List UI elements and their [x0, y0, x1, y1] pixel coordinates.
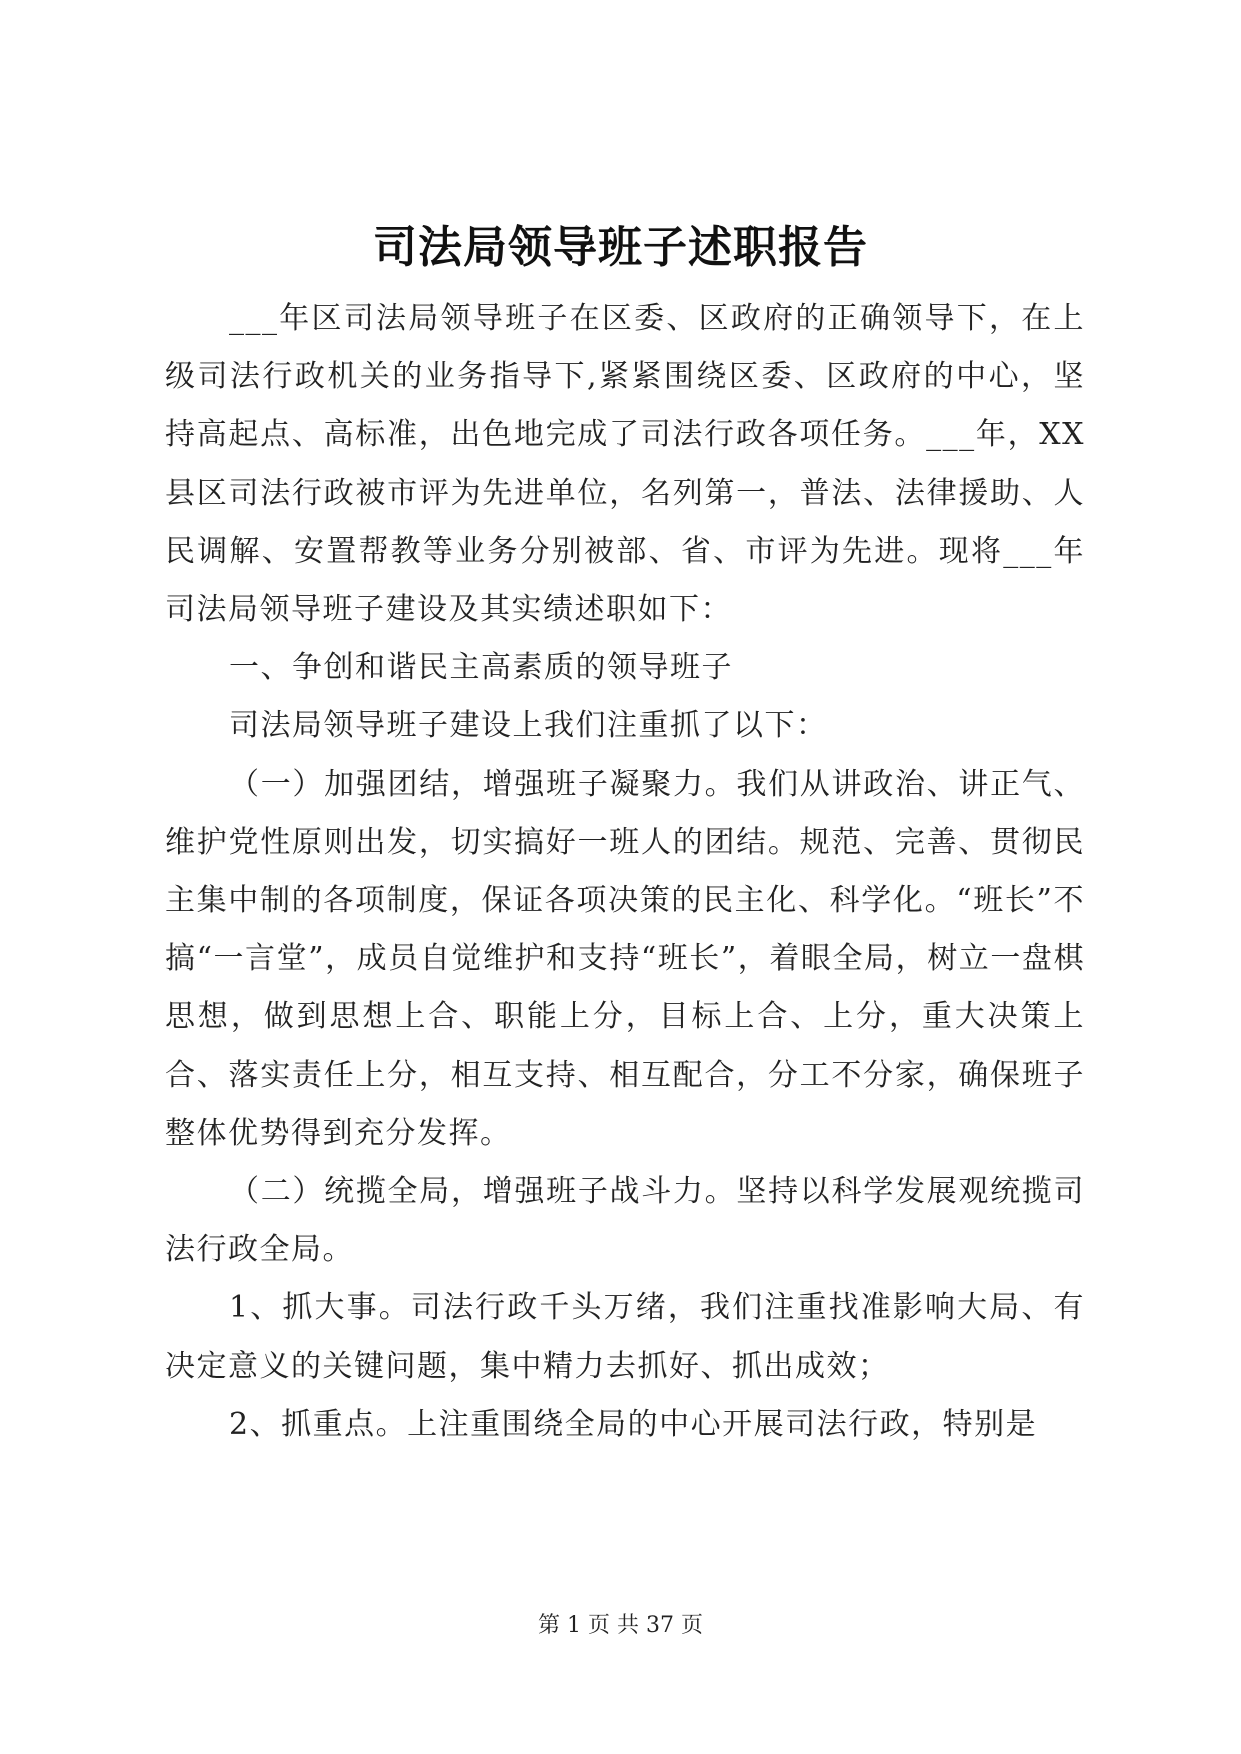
paragraph-intro: ___年区司法局领导班子在区委、区政府的正确领导下，在上级司法行政机关的业务指导下,紧紧围绕区委、区政府的中心，坚持高起点、高标准，出色地完成了司法行政各项任务。___年，XX县区司法行政被市评为先进单位，名列第一，普法、法律援助、人民调解、安置帮教等业务分别被部、省、市评为先进。现将___年司法局领导班子建设及其实绩述职如下： [165, 301, 1085, 628]
paragraph-section-1-intro: 司法局领导班子建设上我们注重抓了以下： [229, 708, 828, 744]
document-body [165, 290, 1085, 1454]
paragraph-item-1: 1、抓大事。司法行政千头万绪，我们注重找准影响大局、有决定意义的关键问题，集中精力去抓好、抓出成效； [165, 1290, 1085, 1384]
paragraph-item-2: 2、抓重点。上注重围绕全局的中心开展司法行政，特别是 [229, 1406, 1038, 1442]
document-title: 司法局领导班子述职报告 [373, 222, 868, 273]
page-footer: 第 1 页 共 37 页 [538, 1613, 703, 1638]
paragraph-overall: （二）统揽全局，增强班子战斗力。坚持以科学发展观统揽司法行政全局。 [165, 1174, 1085, 1268]
section-heading-1: 一、争创和谐民主高素质的领导班子 [229, 650, 733, 686]
paragraph-unity: （一）加强团结，增强班子凝聚力。我们从讲政治、讲正气、维护党性原则出发，切实搞好一班人的团结。规范、完善、贯彻民主集中制的各项制度，保证各项决策的民主化、科学化。“班长”不搞“一言堂”，成员自觉维护和支持“班长”，着眼全局，树立一盘棋思想，做到思想上合、职能上分，目标上合、上分，重大决策上合、落实责任上分，相互支持、相互配合，分工不分家，确保班子整体优势得到充分发挥。 [165, 766, 1085, 1151]
